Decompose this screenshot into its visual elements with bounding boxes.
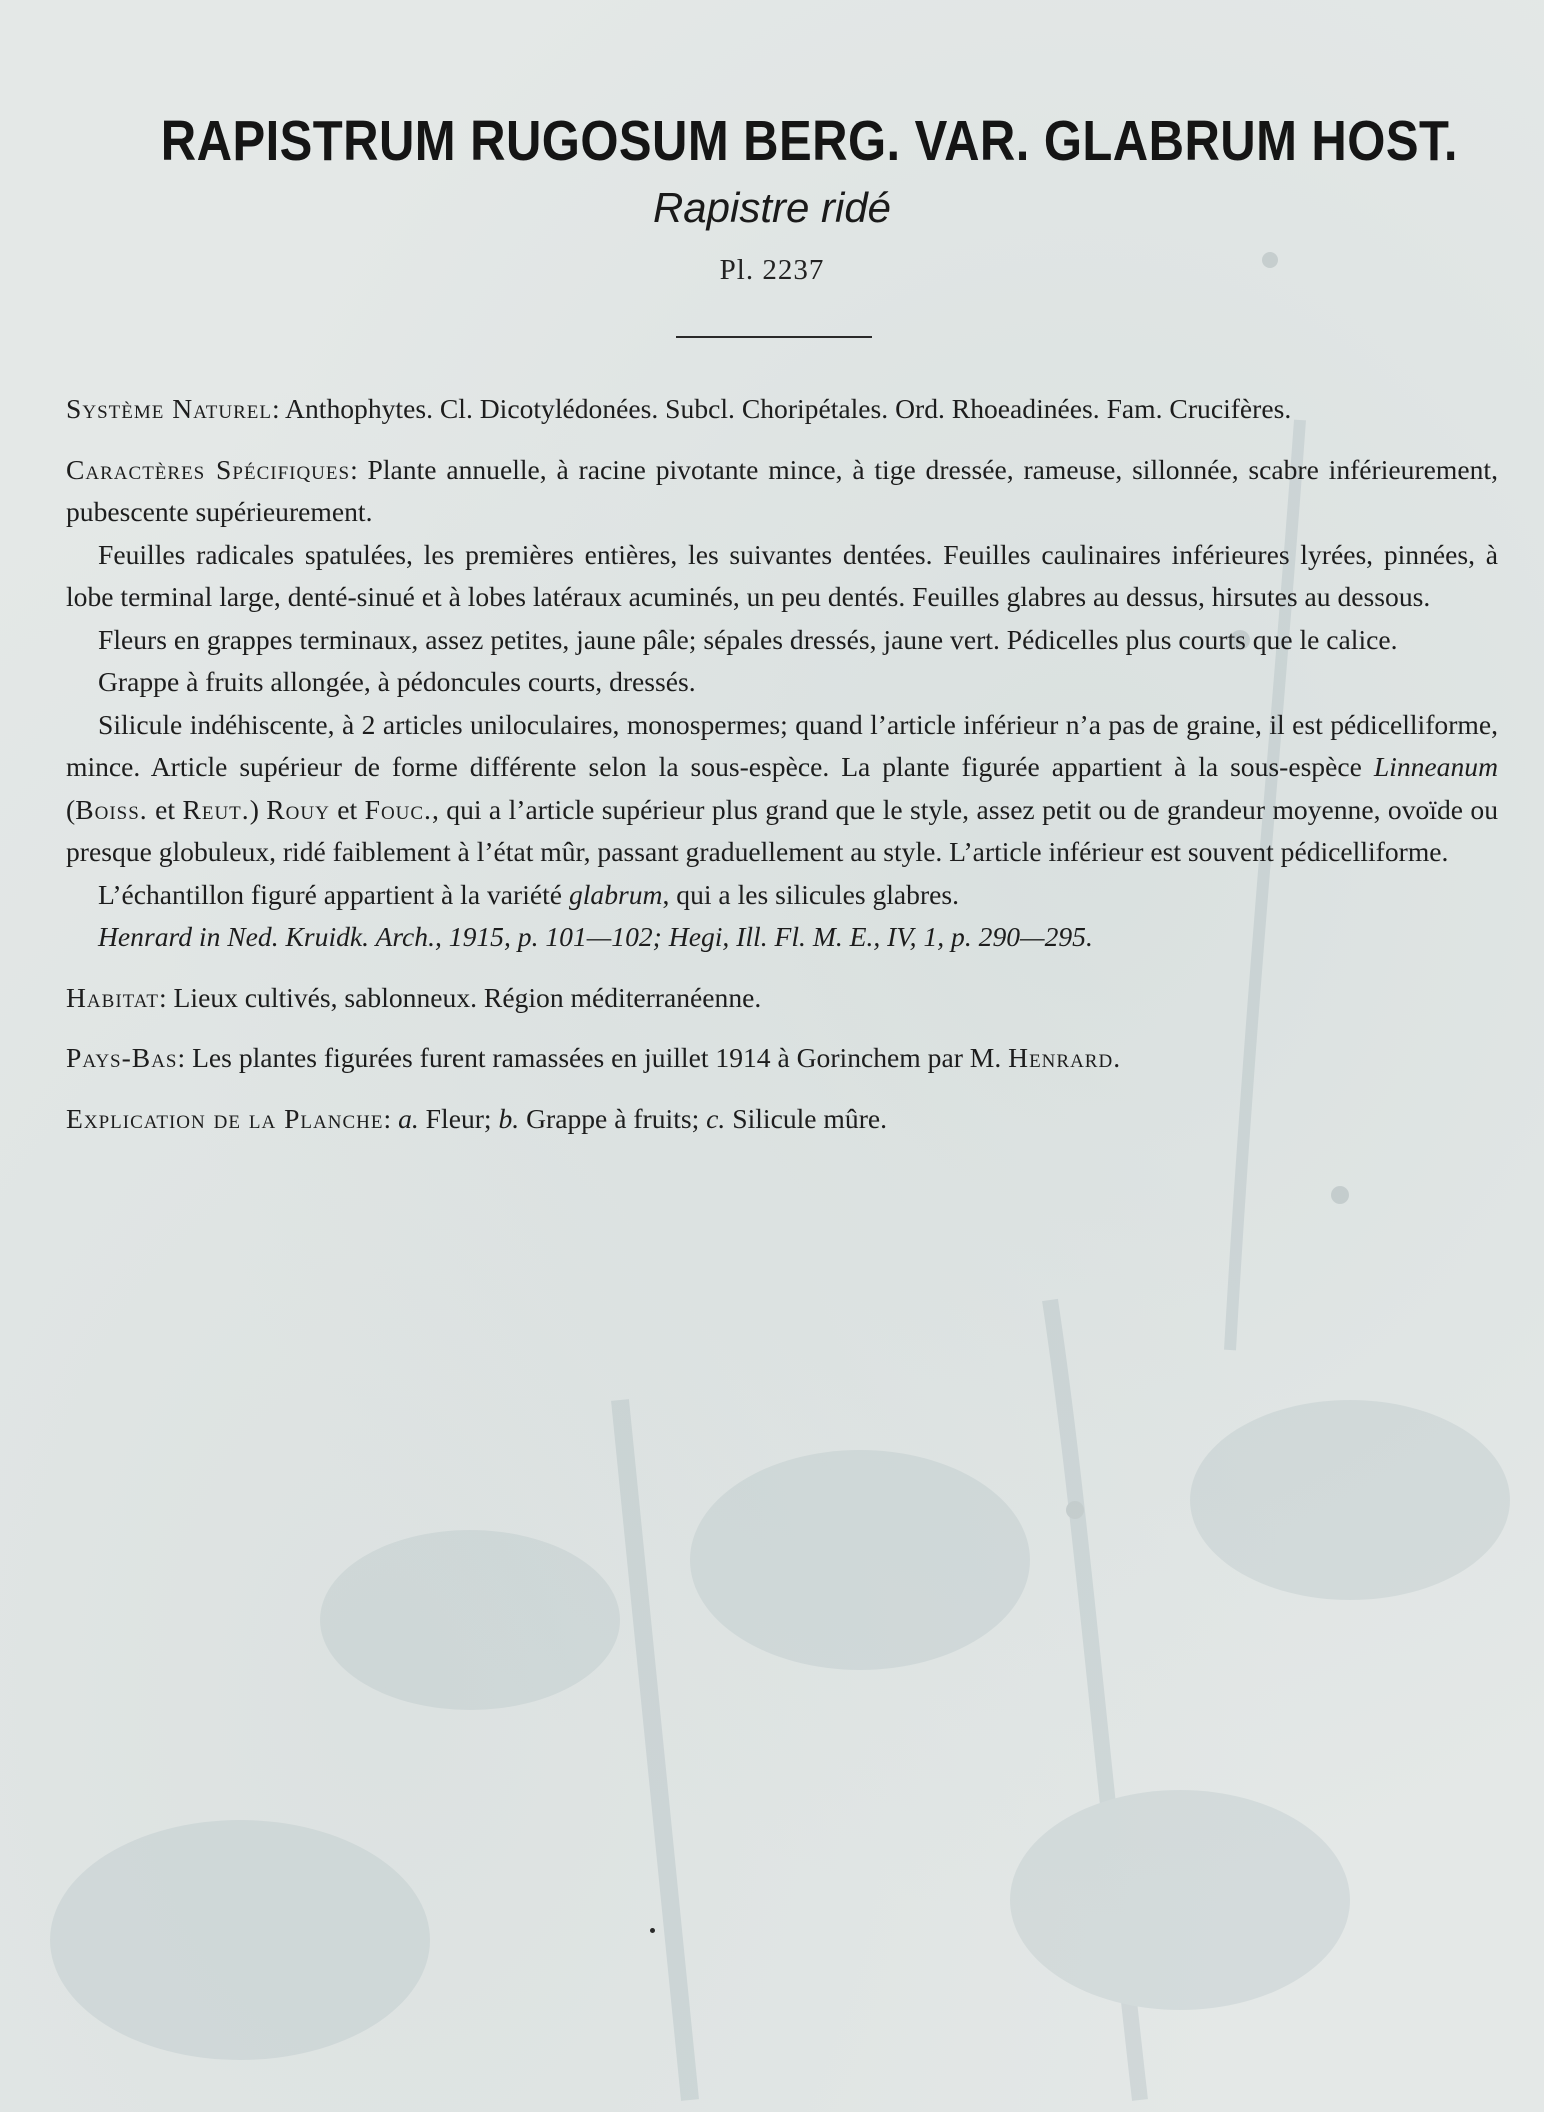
title-divider [676, 336, 872, 338]
explication-section: Explication de la Planche: a. Fleur; b. Grappe à fruits; c. Silicule mûre. [66, 1102, 888, 1134]
section-label: Pays-Bas [66, 1042, 178, 1073]
section-text: Anthophytes. Cl. Dicotylédonées. Subcl. Choripétales. Ord. Rhoeadinées. Fam. Crucifères. [285, 393, 1292, 424]
faint-stem [620, 1400, 690, 2100]
paragraph-feuilles: Feuilles radicales spatulées, les premières entières, les suivantes dentées. Feuilles caulinaires inférieures lyrées, pinnées, à lobe terminal large, denté-sinué et à lobes latéraux acuminés, un peu dentés. Feuilles glabres au dessus, hirsutes au dessous. [66, 538, 1498, 612]
section-text: Plante annuelle, à racine pivotante mince, à tige dressée, rameuse, sillonnée, scabre inférieurement, pubescente supérieurement. [66, 453, 1498, 527]
faint-leaf [1190, 1400, 1510, 1600]
section-label: Système Naturel [66, 393, 272, 424]
paragraph-silicule: Silicule indéhiscente, à 2 articles uniloculaires, monospermes; quand l’article inférieur n’a pas de graine, il est pédicelliforme, mince. Article supérieur de forme différente selon la sous-espèce. La plante figurée appartient à la sous-espèce Linneanum (Boiss. et Reut.) Rouy et Fouc., qui a l’article supérieur plus grand que le style, assez petit ou de grandeur moyenne, ovoïde ou presque globuleux, ridé faiblement à l’état mûr, passant graduellement au style. L’article inférieur est souvent pédicelliforme. [66, 708, 1498, 867]
section-label: Habitat [66, 981, 159, 1013]
faint-leaf [50, 1820, 430, 2060]
figure-key: c. [706, 1102, 726, 1134]
plate-number: Pl. 2237 [719, 254, 825, 286]
paragraph-references: Henrard in Ned. Kruidk. Arch., 1915, p. 101—102; Hegi, Ill. Fl. M. E., IV, 1, p. 290—295. [98, 921, 1093, 952]
faint-leaf [690, 1450, 1030, 1670]
caracteres-section: Caractères Spécifiques: Plante annuelle, à racine pivotante mince, à tige dressée, rameuse, sillonnée, scabre inférieurement, pubescente supérieurement. [66, 453, 1498, 527]
author-name: Boiss. [75, 793, 148, 825]
collector-name: Henrard [1008, 1042, 1114, 1073]
page-subtitle: Rapistre ridé [652, 184, 892, 231]
taxon-name: Linneanum [1373, 751, 1498, 782]
section-text: Les plantes figurées furent ramassées en juillet 1914 à Gorinchem par M. [192, 1042, 1002, 1073]
paragraph-echantillon: L’échantillon figuré appartient à la variété glabrum, qui a les silicules glabres. [98, 878, 960, 910]
author-name: Rouy [266, 793, 330, 825]
habitat-section: Habitat: Lieux cultivés, sablonneux. Région méditerranéenne. [66, 981, 762, 1013]
figure-key: b. [498, 1102, 520, 1134]
figure-key: a. [398, 1102, 419, 1134]
document-body [66, 388, 1498, 1140]
paragraph-fleurs: Fleurs en grappes terminaux, assez petites, jaune pâle; sépales dressés, jaune vert. Pédicelles plus courts que le calice. [98, 623, 1398, 655]
ink-speck [650, 1928, 655, 1933]
variety-name: glabrum [568, 878, 663, 910]
faint-leaf [1010, 1790, 1350, 2010]
page-title: RAPISTRUM RUGOSUM BERG. VAR. GLABRUM HOST. [160, 109, 1458, 173]
author-name: Fouc. [364, 793, 432, 825]
faint-spot [1066, 1501, 1084, 1519]
section-text: Lieux cultivés, sablonneux. Région méditerranéenne. [173, 981, 762, 1013]
section-label: Caractères Spécifiques [66, 453, 351, 485]
faint-leaf [320, 1530, 620, 1710]
systeme-naturel-section: Système Naturel: Anthophytes. Cl. Dicotylédonées. Subcl. Choripétales. Ord. Rhoeadinées. Fam. Crucifères. [66, 393, 1292, 424]
section-label: Explication de la Planche [66, 1102, 384, 1134]
faint-spot [1331, 1186, 1349, 1204]
author-name: Reut. [182, 793, 250, 825]
paragraph-grappe: Grappe à fruits allongée, à pédoncules courts, dressés. [98, 666, 696, 697]
pays-bas-section: Pays-Bas: Les plantes figurées furent ramassées en juillet 1914 à Gorinchem par M. Henrard. [66, 1042, 1121, 1073]
